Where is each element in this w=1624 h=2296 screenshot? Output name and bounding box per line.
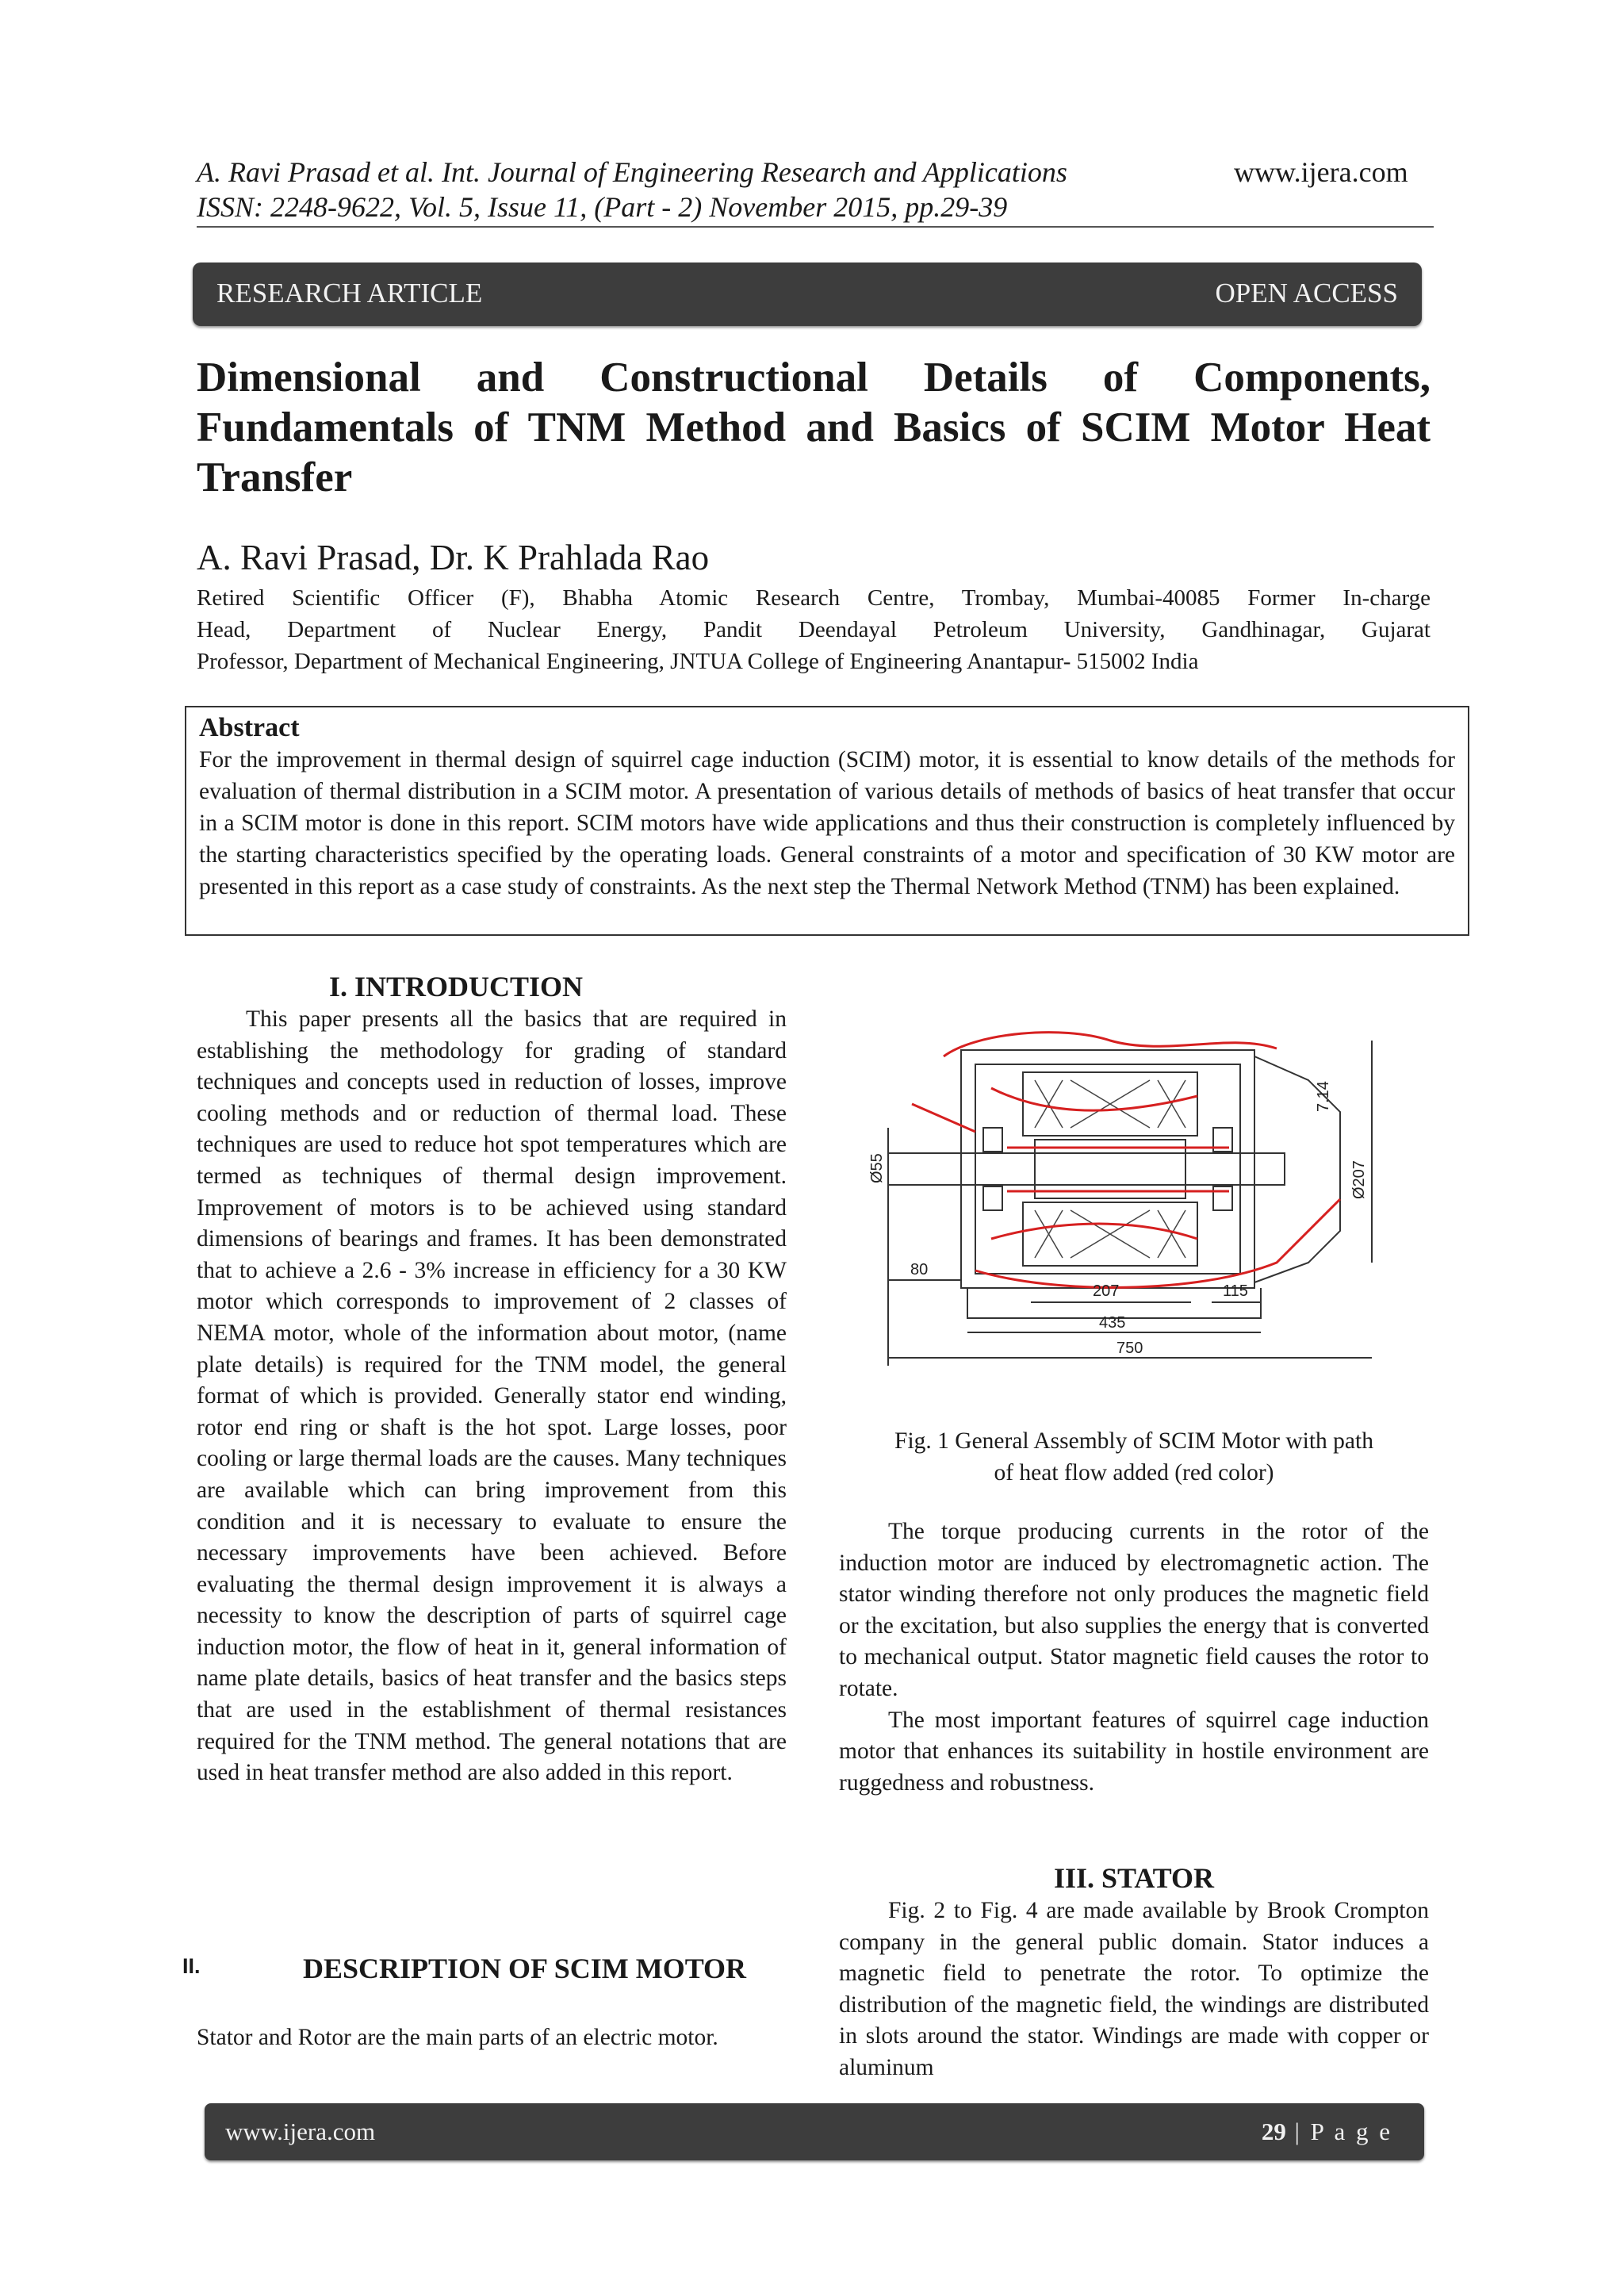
abstract-heading: Abstract <box>199 713 300 742</box>
dim-label: Ø207 <box>1350 1160 1368 1199</box>
issn-line: ISSN: 2248-9622, Vol. 5, Issue 11, (Part - 2) November 2015, pp.29-39 <box>197 191 1008 223</box>
introduction-body: This paper presents all the basics that are required in establishing the methodology for grading of standard techniques and concepts used in reduction of losses, improve cooling methods and or reduction of thermal load. These techniques are used to reduce hot spot temperatures which are termed as techniques of thermal design improvement. Improvement of motors is to be achieved using standard dimensions of bearings and frames. It has been demonstrated that to achieve a 2.6 - 3% increase in efficiency for a 30 KW motor which corresponds to improvement of 2 classes of NEMA motor, whole of the information about motor, (name plate details) is required for the TNM model, the general format of which is provided. Generally stator end winding, rotor end ring or shaft is the hot spot. Large losses, poor cooling or large thermal loads are the causes. Many techniques are available which can bring improvement from this condition and it is necessary to evaluate to ensure the necessary improvements have been achieved. Before evaluating the thermal design improvement it is always a necessity to know the description of parts of squirrel cage induction motor, the flow of heat in it, general information of name plate details, basics of heat transfer and the basics steps that are used in the establishment of thermal resistances required for the TNM method. The general notations that are used in heat transfer method are also added in this report. <box>197 1006 787 1786</box>
journal-line: A. Ravi Prasad et al. Int. Journal of Engineering Research and Applications <box>197 156 1067 188</box>
right-paragraph: The most important features of squirrel cage induction motor that enhances its suitability in hostile environment are ruggedness and robustness. <box>839 1707 1429 1796</box>
journal-header <box>197 155 1067 224</box>
affiliations <box>197 582 1431 677</box>
footer-website: www.ijera.com <box>225 2118 376 2145</box>
authors: A. Ravi Prasad, Dr. K Prahlada Rao <box>197 538 710 577</box>
dim-label: 207 <box>1093 1282 1120 1300</box>
affiliation-line: Head, Department of Nuclear Energy, Pandit Deendayal Petroleum University, Gandhinagar, Gujarat <box>197 617 1431 642</box>
open-access-label: OPEN ACCESS <box>1215 278 1398 309</box>
stator-heading: III. STATOR <box>1053 1862 1215 1894</box>
paper-title: Dimensional and Constructional Details of Components, Fundamentals of TNM Method and Basics of SCIM Motor Heat Transfer <box>197 355 1431 500</box>
dim-label: 115 <box>1223 1282 1248 1300</box>
page-number: 29 <box>1261 2118 1286 2145</box>
header-divider <box>197 226 1434 228</box>
introduction-heading: I. INTRODUCTION <box>328 971 584 1002</box>
affiliation-line: Professor, Department of Mechanical Engineering, JNTUA College of Engineering Anantapur- 515002 India <box>197 649 1199 674</box>
right-paragraph: The torque producing currents in the rotor of the induction motor are induced by electromagnetic action. The stator winding therefore not only produces the magnetic field or the excitation, but also supplies the energy that is converted to mechanical output. Stator magnetic field causes the rotor to rotate. <box>839 1519 1429 1701</box>
affiliation-line: Retired Scientific Officer (F), Bhabha Atomic Research Centre, Trombay, Mumbai-40085 Former In-charge <box>197 585 1431 611</box>
left-column <box>197 969 787 1789</box>
dim-label: 435 <box>1099 1314 1126 1332</box>
dim-label: 80 <box>910 1261 929 1278</box>
abstract-body: For the improvement in thermal design of squirrel cage induction (SCIM) motor, it is essential to know details of the methods for evaluation of thermal distribution in a SCIM motor. A presentation of various details of methods of basics of heat transfer that occur in a SCIM motor is done in this report. SCIM motors have wide applications and thus their construction is completely influenced by the starting characteristics specified by the operating loads. General constraints of a motor and specification of 30 KW motor are presented in this report as a case study of constraints. As the next step the Thermal Network Method (TNM) has been explained. <box>199 747 1455 899</box>
motor-assembly-figure <box>864 1001 1451 1382</box>
motor-frame <box>961 1050 1254 1288</box>
right-column-text <box>839 1516 1429 1799</box>
stator-body: Fig. 2 to Fig. 4 are made available by Brook Crompton company in the general public domain. Stator induces a magnetic field to penetrate the rotor. To optimize the distribution of the magnetic field, the windings are distributed in slots around the stator. Windings are made with copper or aluminum <box>839 1898 1429 2080</box>
research-article-label: RESEARCH ARTICLE <box>216 278 483 309</box>
page-label: | P a g e <box>1285 2118 1392 2145</box>
page-footer <box>205 2103 1424 2160</box>
section2-title: DESCRIPTION OF SCIM MOTOR <box>303 1953 747 1984</box>
section2-number: II. <box>182 1954 201 1978</box>
abstract-box <box>185 706 1469 936</box>
stator-section <box>839 1861 1429 2084</box>
article-banner <box>193 263 1422 326</box>
dim-label: 7.14 <box>1315 1081 1332 1112</box>
page-number-label <box>1262 2118 1392 2146</box>
section2-body: Stator and Rotor are the main parts of an electric motor. <box>197 2025 718 2050</box>
figure1-caption <box>839 1425 1429 1489</box>
header-website: www.ijera.com <box>1234 156 1408 188</box>
caption-line: Fig. 1 General Assembly of SCIM Motor with path <box>894 1428 1373 1454</box>
dim-label: Ø55 <box>868 1153 886 1183</box>
caption-line: of heat flow added (red color) <box>994 1460 1274 1485</box>
dim-label: 750 <box>1116 1340 1143 1357</box>
